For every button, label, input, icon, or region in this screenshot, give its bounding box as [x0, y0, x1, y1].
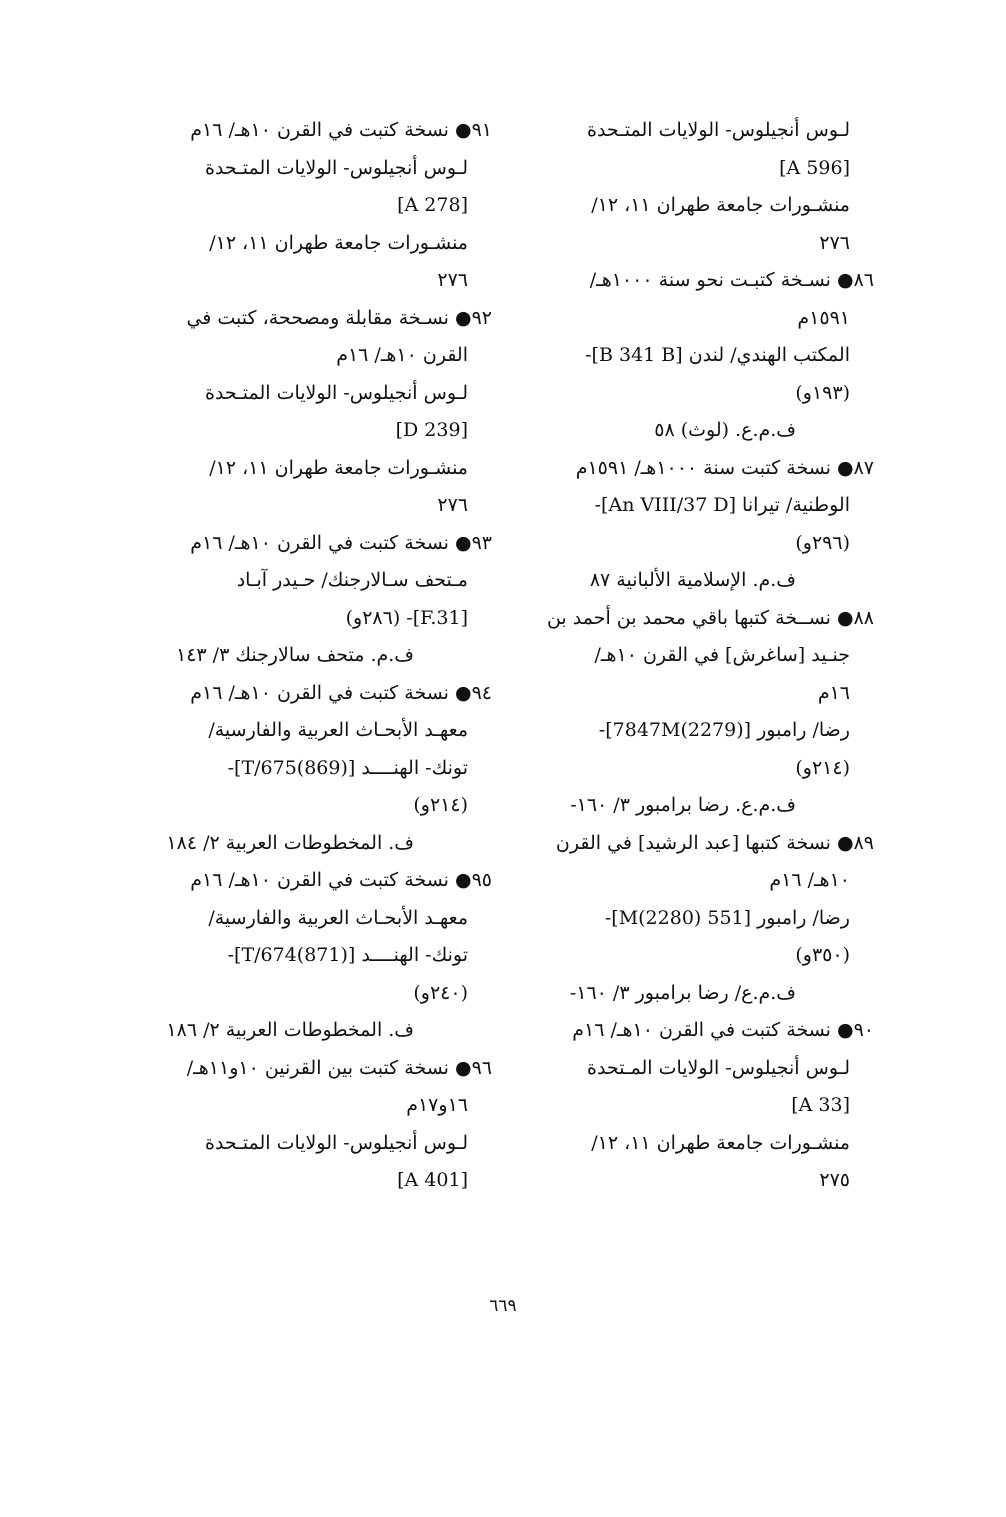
entry-detail-line: ٢٧٦: [437, 269, 468, 291]
entry-detail-line: رضا/ رامبور [7847M(2279)]-: [598, 719, 850, 741]
entry-reference-line: ف.م. متحف سالارجنك ٣/ ١٤٣: [175, 644, 414, 666]
entry-detail-line: لـوس أنجيلوس- الولايات المـتحدة: [587, 1056, 850, 1079]
entry-detail-line: رضا/ رامبور [551 M(2280)]-: [604, 906, 850, 929]
entry-heading-line: ٩٣● نسخة كتبت في القرن ١٠هـ/ ١٦م: [190, 531, 492, 554]
entry-heading-line: ٩٥● نسخة كتبت في القرن ١٠هـ/ ١٦م: [190, 869, 492, 891]
entry-heading-line: ٩١● نسخة كتبت في القرن ١٠هـ/ ١٦م: [190, 119, 492, 141]
entry-detail-line: منشـورات جامعة طهران ١١، ١٢/: [591, 1131, 850, 1154]
entry-reference-line: ف. المخطوطات العربية ٢/ ١٨٦: [166, 1019, 414, 1041]
entry-detail-line: ١٦م: [817, 681, 850, 704]
entry-detail-line: معهـد الأبحـاث العربية والفارسية/: [208, 906, 468, 929]
entry-detail-line: (٢٤٠و): [413, 981, 468, 1004]
entry-detail-line: منشـورات جامعة طهران ١١، ١٢/: [209, 231, 468, 254]
entry-detail-line: مـتحف سـالارجنك/ حـيدر آبـاد: [236, 569, 468, 591]
entry-heading-line: ٩٤● نسخة كتبت في القرن ١٠هـ/ ١٦م: [190, 681, 492, 704]
entry-detail-line: ٢٧٦: [819, 231, 850, 254]
entry-detail-line: لـوس أنجيلوس- الولايات المتـحدة: [587, 119, 850, 141]
entry-detail-line: الوطنية/ تيرانا [An VIII/37 D]-: [594, 494, 850, 516]
entry-reference-line: ف. المخطوطات العربية ٢/ ١٨٤: [166, 831, 414, 854]
entry-detail-line: [A 278]: [397, 194, 468, 216]
entry-heading-line: ٩٢● نسـخة مقابلة ومصححة، كتبت في: [186, 306, 492, 329]
entry-detail-line: ١٦و١٧م: [406, 1094, 468, 1116]
entry-detail-line: تونك- الهنــــد [T/675(869)]-: [227, 756, 468, 779]
entry-detail-line: ٢٧٥: [819, 1169, 850, 1191]
entry-detail-line: لـوس أنجيلوس- الولايات المتـحدة: [205, 381, 468, 404]
entry-detail-line: [A 33]: [791, 1094, 850, 1116]
left-column: [126, 112, 492, 1200]
entry-detail-line: لـوس أنجيلوس- الولايات المتـحدة: [205, 156, 468, 179]
entry-detail-line: ١٠هـ/ ١٦م: [769, 869, 850, 891]
entry-detail-line: ١٥٩١م: [797, 306, 850, 329]
entry-detail-line: القرن ١٠هـ/ ١٦م: [336, 344, 468, 366]
entry-detail-line: (١٩٣و): [795, 381, 850, 404]
entry-detail-line: لـوس أنجيلوس- الولايات المتـحدة: [205, 1131, 468, 1154]
entry-heading-line: ٨٦● نسـخة كتبـت نحو سنة ١٠٠٠هـ/: [589, 269, 874, 291]
entry-detail-line: [F.31]- (٢٨٦و): [345, 606, 468, 629]
entry-detail-line: منشـورات جامعة طهران ١١، ١٢/: [591, 194, 850, 216]
entry-detail-line: المكتب الهندي/ لندن [B 341 B]-: [585, 344, 850, 366]
entry-detail-line: معهـد الأبحـاث العربية والفارسية/: [208, 719, 468, 741]
entry-detail-line: (٢٩٦و): [795, 531, 850, 554]
entry-heading-line: ٨٧● نسخة كتبت سنة ١٠٠٠هـ/ ١٥٩١م: [575, 456, 874, 479]
entry-detail-line: [D 239]: [395, 419, 468, 441]
entry-detail-line: ٢٧٦: [437, 494, 468, 516]
entry-detail-line: (٢١٤و): [413, 794, 468, 816]
entry-heading-line: ٨٩● نسخة كتبها [عبد الرشيد] في القرن: [555, 831, 874, 854]
entry-detail-line: جنـيد [ساغرش] في القرن ١٠هـ/: [594, 644, 850, 666]
entry-reference-line: ف.م.ع/ رضا برامبور ٣/ ١٦٠-: [569, 981, 796, 1004]
page-number: ٦٦٩: [489, 1296, 517, 1316]
entry-detail-line: [A 596]: [779, 156, 850, 179]
entry-detail-line: منشـورات جامعة طهران ١١، ١٢/: [209, 456, 468, 479]
entry-heading-line: ٨٨● نســخة كتبها باقي محمد بن أحمد بن: [546, 606, 874, 629]
entry-detail-line: (٣٥٠و): [795, 944, 850, 966]
right-column: [508, 112, 874, 1200]
entry-reference-line: ف.م.ع. رضا برامبور ٣/ ١٦٠-: [570, 794, 796, 816]
entry-detail-line: تونك- الهنــــد [T/674(871)]-: [227, 944, 468, 966]
entry-heading-line: ٩٠● نسخة كتبت في القرن ١٠هـ/ ١٦م: [572, 1019, 874, 1041]
entry-reference-line: ف.م.ع. (لوث) ٥٨: [654, 419, 796, 441]
entry-detail-line: (٢١٤و): [795, 756, 850, 779]
entry-heading-line: ٩٦● نسخة كتبت بين القرنين ١٠و١١هـ/: [186, 1056, 492, 1079]
entry-reference-line: ف.م. الإسلامية الألبانية ٨٧: [589, 569, 796, 591]
entry-detail-line: [A 401]: [397, 1169, 468, 1191]
